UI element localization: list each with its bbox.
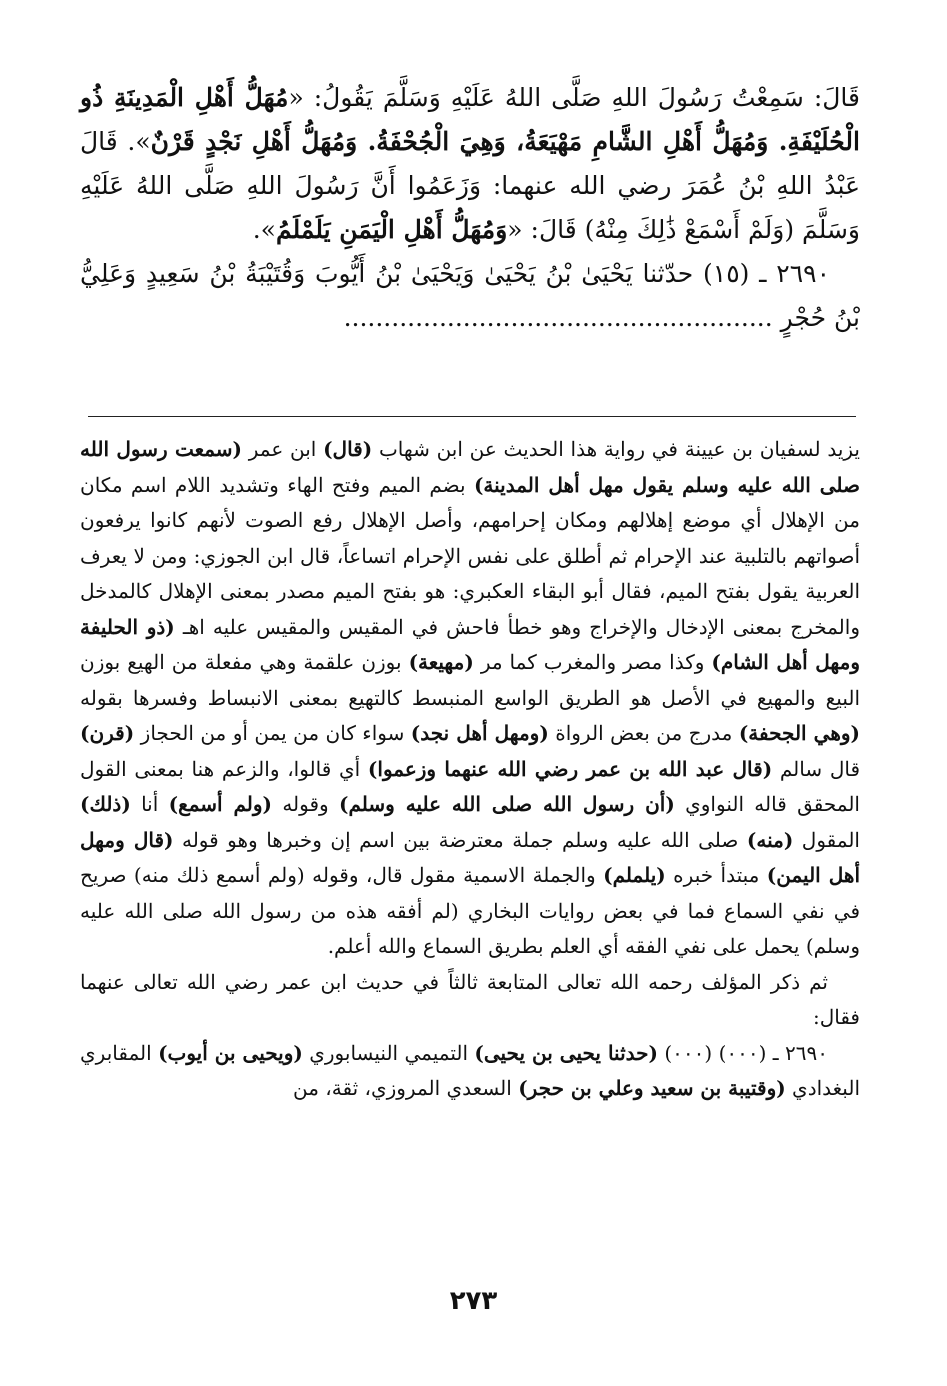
commentary-paragraph-3 — [80, 1036, 860, 1107]
page-number: ٢٧٣ — [449, 1286, 498, 1316]
hadith-chain-text: ٢٦٩٠ ـ (١٥) حدّثنا يَحْيَىٰ بْنُ يَحْيَىٰ وَيَحْيَىٰ بْنُ أَيُّوبَ وَقُتَيْبَةُ بْنُ سَعِيدٍ وَعَلِيُّ بْنُ حُجْرٍ — [80, 259, 860, 332]
commentary-text — [80, 432, 860, 1107]
commentary-run: السعدي المروزي، ثقة، من — [292, 1076, 519, 1100]
commentary-run: (حدثنا يحيى بن يحيى) — [474, 1040, 658, 1065]
commentary-run: يزيد لسفيان بن عيينة في رواية هذا الحديث عن ابن شهاب — [372, 437, 860, 461]
commentary-run: صلى الله عليه وسلم جملة معترضة بين اسم إن وخبرها وهو قوله — [173, 827, 747, 852]
commentary-run: (منه) — [746, 827, 794, 852]
commentary-run: ثم ذكر المؤلف رحمه الله تعالى المتابعة ثالثاً في حديث ابن عمر رضي الله تعالى عنهما فقال: — [80, 969, 860, 1029]
hadith-run: مُهَلُّ أَهْلِ الْمَدِينَةِ ذُو الْحُلَيْفَةِ. وَمُهَلُّ أَهْلِ الشَّامِ مَهْيَعَةُ، وَهِيَ الْجُحْفَةُ. وَمُهَلُّ أَهْلِ نَجْدٍ قَرْنٌ — [80, 83, 860, 156]
hadith-run: ». — [252, 215, 276, 244]
commentary-run: وقوله — [272, 792, 339, 816]
commentary-run: بضم الميم وفتح الهاء وتشديد اللام اسم مكان من الإهلال أي موضع إهلالهم ومكان إحرامهم، وأصل الإهلال رفع الصوت لأنهم كانوا يرفعون أصواتهم بالتلبية عند الإحرام ثم أطلق على نفس الإحرام اتساعاً، قال ابن الجوزي: ومن لا يعرف العربية يقول بفتح الميم، فقال أبو البقاء العكبري: هو بفتح الميم مصدر بمعنى الإهلال كالمدخل والمخرج بمعنى الإدخال والإخراج وهو خطأ فاحش في المقيس والمقيس عليه اهـ — [80, 472, 860, 639]
commentary-run: أي قالوا، والزعم هنا بمعنى القول المحقق قاله النواوي — [80, 756, 860, 816]
commentary-run: (وقتيبة بن سعيد وعلي بن حجر) — [518, 1076, 786, 1100]
hadith-text — [80, 76, 860, 340]
commentary-run: قال سالم — [772, 756, 861, 781]
commentary-run: ٢٦٩٠ ـ (٠٠٠) (٠٠٠) — [657, 1040, 828, 1065]
commentary-run: (أن رسول الله صلى الله عليه وسلم) — [339, 792, 675, 816]
commentary-paragraph-1 — [80, 432, 860, 965]
commentary-paragraph-2 — [80, 965, 860, 1036]
commentary-run: مدرج من بعض الرواة — [548, 721, 739, 745]
commentary-run: (قال) — [323, 437, 373, 461]
commentary-run: (سمعت رسول الله صلى الله عليه وسلم يقول مهل أهل المدينة) — [80, 437, 861, 497]
commentary-run: سواء كان من يمن أو من الحجاز — [134, 721, 411, 745]
commentary-run: بوزن علقمة وهي مفعلة من الهيع بوزن البيع والمهيع في الأصل هو الطريق الواسع المنبسط كالتهيع بمعنى الانبساط وفسرها بقوله — [80, 650, 860, 710]
hadith-run: ». قَالَ عَبْدُ اللهِ بْنُ عُمَرَ رضي الله عنهما: وَزَعَمُوا أَنَّ رَسُولَ اللهِ صَلَّى اللهُ عَلَيْهِ وَسَلَّمَ (وَلَمْ أَسْمَعْ ذَٰلِكَ مِنْهُ) قَالَ: « — [80, 127, 860, 244]
commentary-run: المقول — [793, 827, 860, 852]
ellipsis-dots: ...................................................... — [343, 303, 773, 332]
commentary-run: المقابري البغدادي — [80, 1040, 860, 1100]
commentary-run: والجملة الاسمية مقول قال، وقوله (ولم أسمع ذلك منه) صريح في نفي السماع فما في بعض روايات البخاري (لم أفقه هذه من رسول الله صلى الله عليه وسلم) يحمل على نفي الفقه أي العلم بطريق السماع والله أعلم. — [80, 863, 860, 958]
hadith-paragraph-2 — [80, 252, 860, 340]
footnote-divider — [88, 416, 856, 417]
commentary-run: (ومهل أهل نجد) — [410, 721, 549, 745]
commentary-run: (قال عبد الله بن عمر رضي الله عنهما وزعموا) — [367, 756, 773, 781]
commentary-run: (قال ومهل أهل اليمن) — [80, 827, 860, 887]
commentary-run: (ذلك) — [80, 792, 131, 816]
commentary-run: (ويحيى بن أيوب) — [158, 1040, 303, 1065]
commentary-run: (مهيعة) — [408, 650, 474, 674]
commentary-run: مبتدأ خبره — [665, 863, 767, 887]
commentary-run: (ولم أسمع) — [168, 792, 273, 816]
hadith-run: قَالَ: سَمِعْتُ رَسُولَ اللهِ صَلَّى اللهُ عَلَيْهِ وَسَلَّمَ يَقُولُ: « — [288, 83, 860, 112]
hadith-run: وَمُهَلُّ أَهْلِ الْيَمَنِ يَلَمْلَمُ — [275, 215, 508, 244]
commentary-run: (يلملم) — [603, 863, 666, 887]
commentary-run: وكذا مصر والمغرب كما مر — [473, 650, 712, 674]
commentary-run: (وهي الجحفة) — [738, 721, 861, 745]
commentary-run: التميمي النيسابوري — [302, 1040, 475, 1065]
hadith-paragraph-1 — [80, 76, 860, 252]
commentary-run: (قرن) — [80, 721, 135, 745]
commentary-run: (ذو الحليفة ومهل أهل الشام) — [80, 614, 861, 674]
commentary-run: أنا — [130, 792, 169, 816]
commentary-run: ابن عمر — [242, 437, 324, 461]
